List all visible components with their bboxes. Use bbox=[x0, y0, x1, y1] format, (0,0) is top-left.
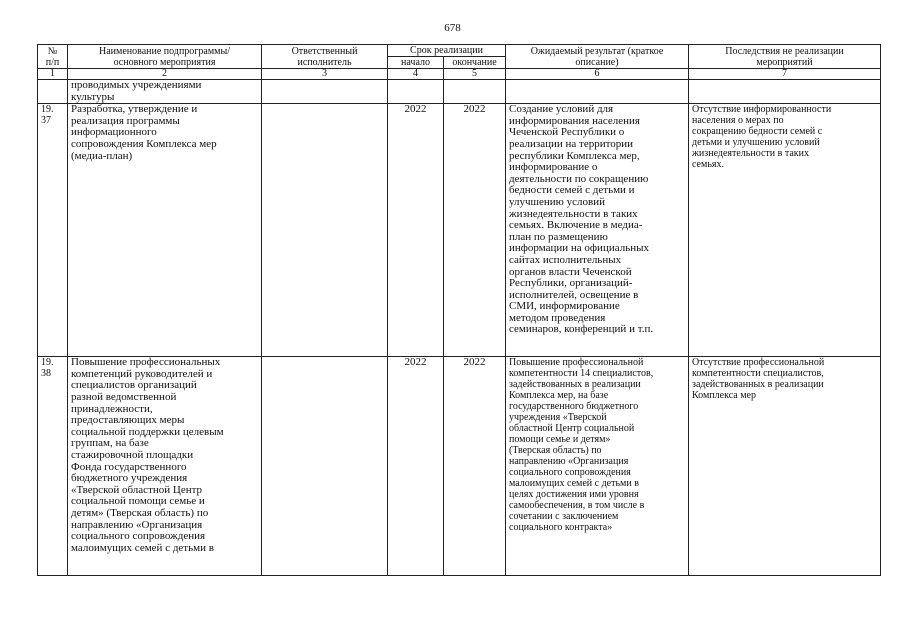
row-consequences bbox=[689, 80, 881, 104]
header-consequences: Последствия не реализации мероприятий bbox=[689, 45, 881, 69]
row-number: 19. 37 bbox=[38, 104, 68, 357]
column-number: 5 bbox=[444, 69, 506, 80]
row-start bbox=[388, 80, 444, 104]
header-end: окончание bbox=[444, 57, 506, 69]
row-consequences: Отсутствие информированности населения о мерах по сокращению бедности семей с детьми и улучшению условий жизнедеятельности в таких семьях. bbox=[689, 104, 881, 357]
row-consequences: Отсутствие профессиональной компетентности специалистов, задействованных в реализации Комплекса мер bbox=[689, 357, 881, 576]
row-end: 2022 bbox=[444, 104, 506, 357]
row-responsible bbox=[262, 357, 388, 576]
row-name: проводимых учреждениями культуры bbox=[68, 80, 262, 104]
column-number: 3 bbox=[262, 69, 388, 80]
table-row bbox=[38, 80, 881, 104]
row-result: Создание условий для информирования населения Чеченской Республики о реализации на территории республики Комплекса мер, информирование о деятельности по сокращению бедности семей с детьми и улучшению условий жизнедеятельности в таких семьях. Включение в медиа- план по размещению информации на официальных сайтах исполнительных органов власти Чеченской Республики, организаций- исполнителей, освещение в СМИ, информирование методом проведения семинаров, конференций и т.п. bbox=[506, 104, 689, 357]
column-number: 7 bbox=[689, 69, 881, 80]
header-start: начало bbox=[388, 57, 444, 69]
row-number: 19. 38 bbox=[38, 357, 68, 576]
column-number: 6 bbox=[506, 69, 689, 80]
header-result: Ожидаемый результат (краткое описание) bbox=[506, 45, 689, 69]
row-name: Повышение профессиональных компетенций руководителей и специалистов организаций разной ведомственной принадлежности, предоставляющих меры социальной поддержки целевым группам, на базе стажировочной площадки Фонда государственного бюджетного учреждения «Тверской областной Центр социальной помощи семье и детям» (Тверская область) по направлению «Организация социального сопровождения малоимущих семей с детьми в bbox=[68, 357, 262, 576]
column-number: 1 bbox=[38, 69, 68, 80]
row-start: 2022 bbox=[388, 357, 444, 576]
row-name: Разработка, утверждение и реализация программы информационного сопровождения Комплекса мер (медиа-план) bbox=[68, 104, 262, 357]
header-term: Срок реализации bbox=[388, 45, 506, 57]
header-responsible: Ответственный исполнитель bbox=[262, 45, 388, 69]
row-responsible bbox=[262, 104, 388, 357]
table-row bbox=[38, 357, 881, 576]
row-number bbox=[38, 80, 68, 104]
row-result bbox=[506, 80, 689, 104]
column-numbers-row bbox=[38, 69, 881, 80]
row-responsible bbox=[262, 80, 388, 104]
table-row bbox=[38, 104, 881, 357]
header-num: № п/п bbox=[38, 45, 68, 69]
row-result: Повышение профессиональной компетентности 14 специалистов, задействованных в реализации Комплекса мер, на базе государственного бюджетного учреждения «Тверской областной Центр социальной помощи семье и детям» (Тверская область) по направлению «Организация социального сопровождения малоимущих семей с детьми в целях достижения ими уровня самообеспечения, в том числе в сочетании с заключением социального контракта» bbox=[506, 357, 689, 576]
row-end bbox=[444, 80, 506, 104]
page-number: 678 bbox=[444, 22, 461, 34]
column-number: 4 bbox=[388, 69, 444, 80]
measures-table bbox=[37, 44, 881, 576]
header-name: Наименование подпрограммы/ основного мероприятия bbox=[68, 45, 262, 69]
row-end: 2022 bbox=[444, 357, 506, 576]
column-number: 2 bbox=[68, 69, 262, 80]
row-start: 2022 bbox=[388, 104, 444, 357]
